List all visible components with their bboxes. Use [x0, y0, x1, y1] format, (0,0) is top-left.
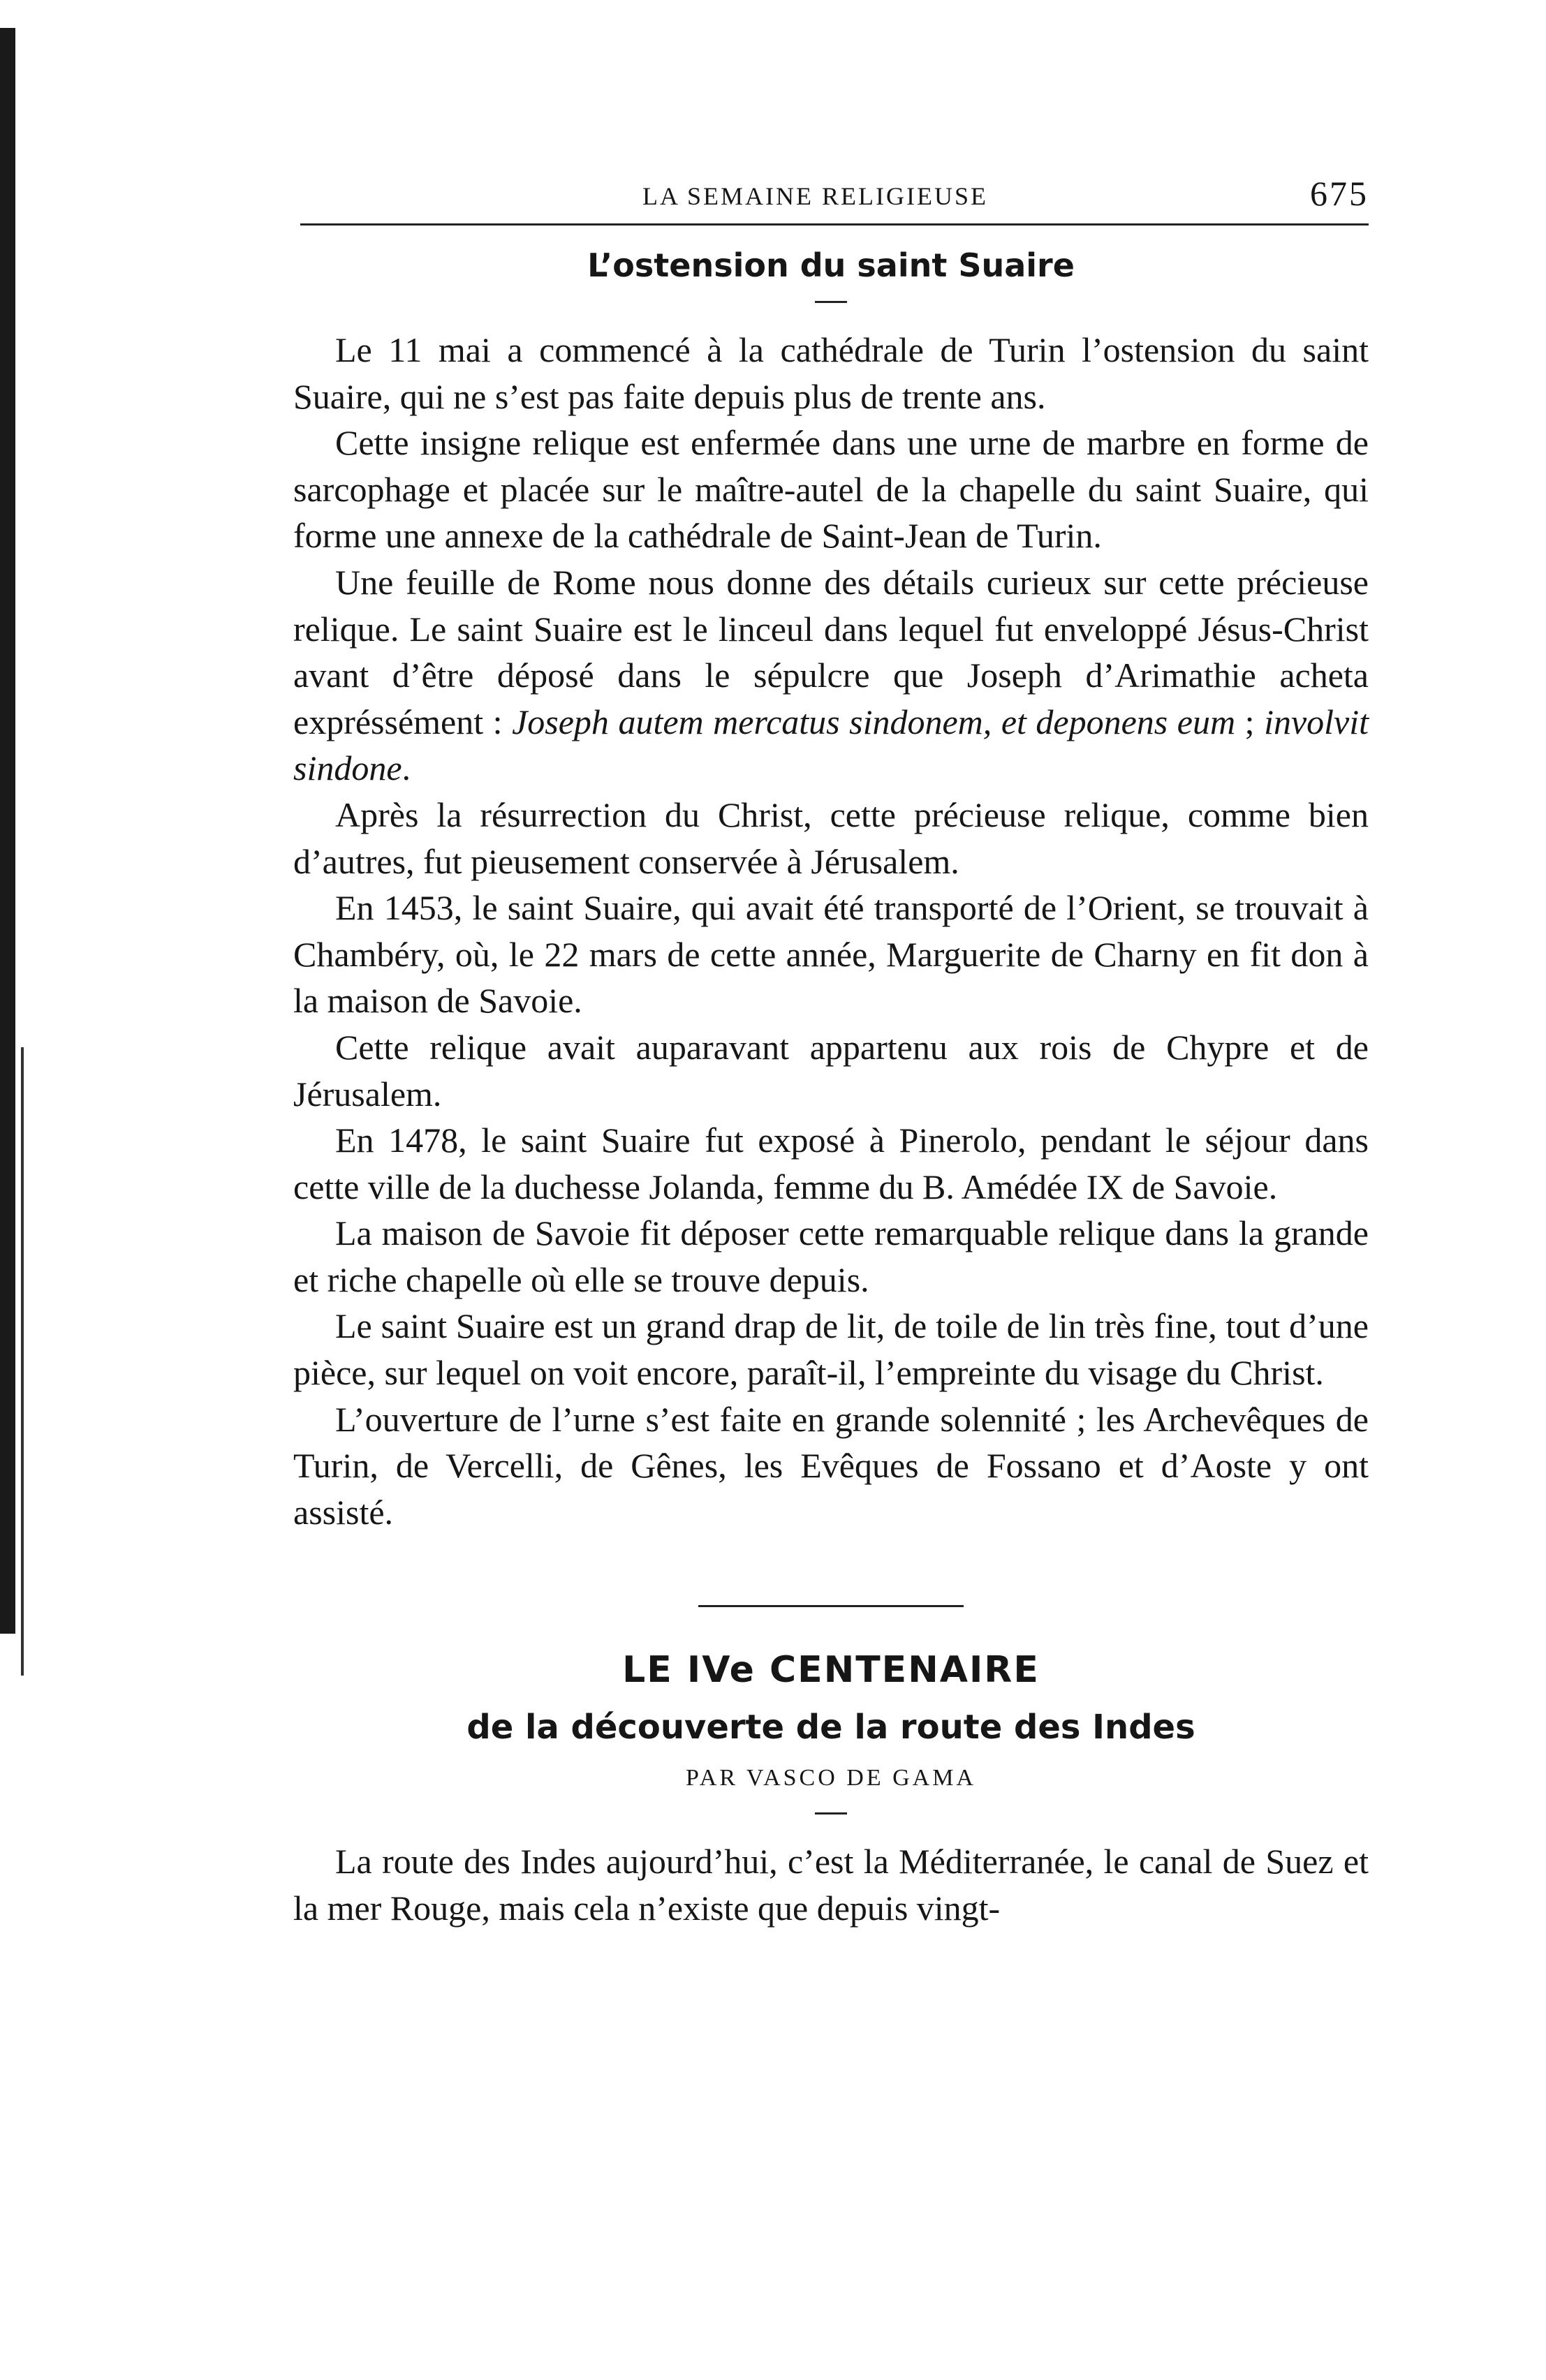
paragraph: Le saint Suaire est un grand drap de lit, de toile de lin très fine, tout d’une pièce, sur lequel on voit encore, paraît-il, l’empreinte du visage du Christ.: [293, 1306, 1369, 1393]
paragraph: Cette relique avait auparavant appartenu aux rois de Chypre et de Jérusalem.: [293, 1027, 1369, 1114]
binding-edge-mark: [21, 1047, 24, 1676]
period: .: [402, 748, 411, 788]
section-divider: [698, 1605, 964, 1607]
paragraph: Après la résurrection du Christ, cette précieuse relique, comme bien d’autres, fut pieusement conservée à Jérusalem.: [293, 794, 1369, 881]
latin-quote: involvit sindone: [293, 702, 1369, 788]
running-title: LA SEMAINE RELIGIEUSE: [642, 182, 988, 210]
latin-quote: Joseph autem mercatus sindonem, et deponens eum: [512, 702, 1236, 741]
byline: PAR VASCO DE GAMA: [686, 1765, 976, 1791]
paragraph-text: Une feuille de Rome nous donne des détails curieux sur cette précieuse relique. Le saint Suaire est le linceul dans lequel fut enveloppé Jésus-Christ avant d’être déposé dans le sépulcre que Joseph d’Arimathie acheta expréssément :: [293, 562, 1369, 741]
paragraph: Le 11 mai a commencé à la cathédrale de Turin l’ostension du saint Suaire, qui ne s’est pas faite depuis plus de trente ans.: [293, 330, 1369, 416]
article-body-centenaire: [293, 1838, 1369, 1931]
page-number: 675: [1310, 174, 1369, 213]
paragraph: La route des Indes aujourd’hui, c’est la Méditerranée, le canal de Suez et la mer Rouge, mais cela n’existe que depuis vingt-: [293, 1842, 1369, 1928]
paragraph: En 1478, le saint Suaire fut exposé à Pinerolo, pendant le séjour dans cette ville de la duchesse Jolanda, femme du B. Amédée IX de Savoie.: [293, 1121, 1369, 1206]
title-separator: [815, 1812, 847, 1814]
article-body-ostension: [293, 327, 1369, 1535]
article-title-ostension: L’ostension du saint Suaire: [587, 246, 1075, 284]
article-title-centenaire: LE IVe CENTENAIRE: [622, 1649, 1040, 1692]
article-subtitle: de la découverte de la route des Indes: [466, 1708, 1195, 1747]
paragraph: Cette insigne relique est enfermée dans une urne de marbre en forme de sarcophage et placée sur le maître-autel de la chapelle du saint Suaire, qui forme une annexe de la cathédrale de Saint-Jean de Turin.: [293, 423, 1369, 556]
binding-edge: [0, 28, 15, 1634]
header-rule: [300, 223, 1369, 226]
title-separator: [815, 301, 847, 303]
page: [293, 168, 1369, 1932]
paragraph: En 1453, le saint Suaire, qui avait été transporté de l’Orient, se trouvait à Chambéry, où, le 22 mars de cette année, Marguerite de Charny en fit don à la maison de Savoie.: [293, 888, 1369, 1021]
paragraph: La maison de Savoie fit déposer cette remarquable relique dans la grande et riche chapelle où elle se trouve depuis.: [293, 1213, 1369, 1299]
separator: ;: [1235, 702, 1265, 741]
running-head: [293, 168, 1369, 223]
paragraph: L’ouverture de l’urne s’est faite en grande solennité ; les Archevêques de Turin, de Vercelli, de Gênes, les Evêques de Fossano et d’Aoste y ont assisté.: [293, 1399, 1369, 1532]
paragraph-rome: [293, 559, 1369, 792]
